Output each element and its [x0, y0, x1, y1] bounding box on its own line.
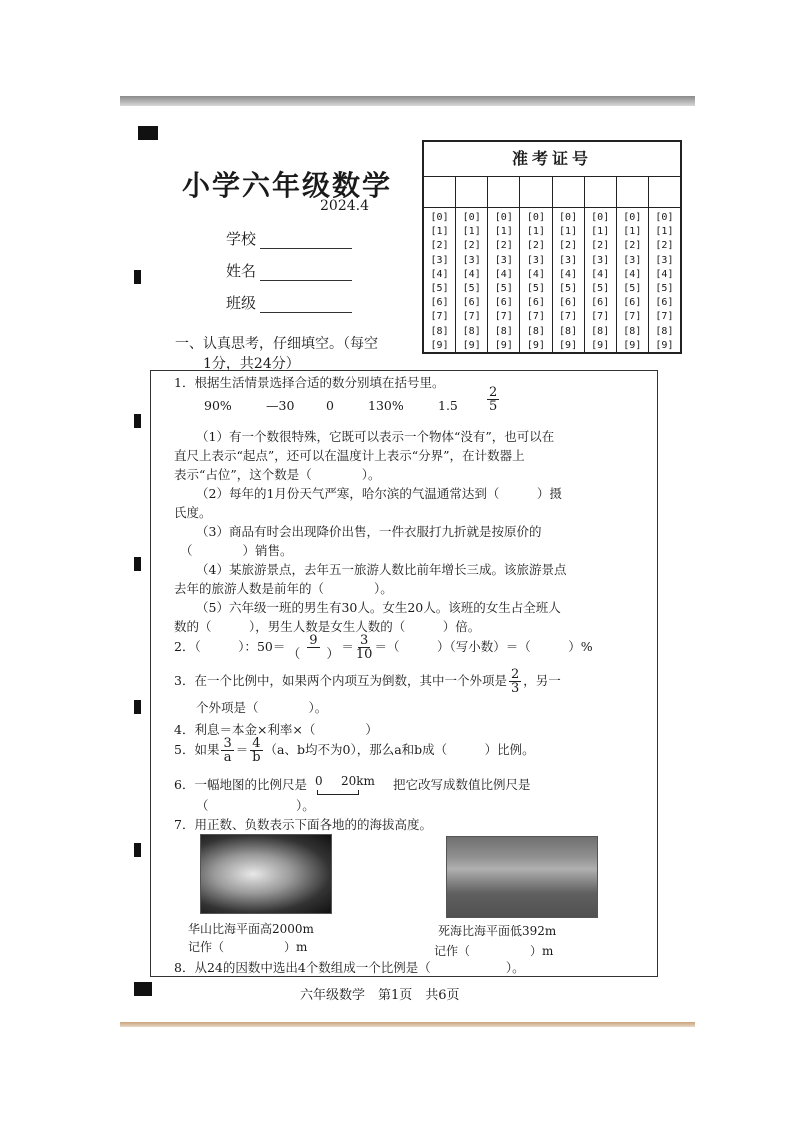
scan-bottom-edge	[120, 1022, 695, 1027]
name-label: 姓名	[226, 262, 257, 280]
q1-option: —30	[266, 398, 295, 413]
admission-digit-bubble[interactable]: [8]	[591, 325, 610, 337]
admission-digit-bubble[interactable]: [6]	[526, 297, 545, 309]
q1-option: 90%	[204, 398, 232, 413]
admission-digit-bubble[interactable]: [5]	[655, 282, 674, 294]
q1-part4: （4）某旅游景点，去年五一旅游人数比前年增长三成。该旅游景点	[196, 562, 567, 577]
q1-fraction: $\frac{2}{5}$	[489, 385, 498, 414]
admission-digit-bubble[interactable]: [2]	[655, 240, 674, 252]
q1-option: 0	[326, 398, 334, 413]
admission-digit-bubble[interactable]: [1]	[526, 226, 545, 238]
admission-digit-bubble[interactable]: [5]	[526, 282, 545, 294]
admission-digit-bubble[interactable]: [7]	[559, 311, 578, 323]
page-footer: 六年级数学 第1页 共6页	[300, 988, 460, 1003]
alignment-mark	[138, 126, 158, 140]
admission-digit-bubble[interactable]: [0]	[655, 211, 674, 223]
huashan-photo	[200, 834, 332, 914]
q1-stem: 1．根据生活情景选择合适的数分别填在括号里。	[174, 375, 445, 390]
admission-column	[649, 177, 680, 353]
q1-part2: （2）每年的1月份天气严寒，哈尔滨的气温通常达到（ ）摄	[196, 486, 562, 501]
admission-digit-bubble[interactable]: [4]	[462, 268, 481, 280]
admission-digit-bubble[interactable]: [2]	[591, 240, 610, 252]
exam-date: 2024.4	[320, 198, 369, 214]
q7-caption2: 死海比海平面低392m	[438, 924, 557, 938]
admission-digit-box[interactable]	[585, 177, 616, 208]
admission-digit-bubble[interactable]: [7]	[494, 311, 513, 323]
admission-digit-bubble[interactable]: [3]	[559, 254, 578, 266]
admission-digit-bubble[interactable]: [9]	[591, 339, 610, 351]
admission-digit-bubble[interactable]: [7]	[655, 311, 674, 323]
admission-digit-bubble[interactable]: [5]	[591, 282, 610, 294]
admission-digit-bubble[interactable]: [1]	[591, 226, 610, 238]
admission-digit-bubble[interactable]: [3]	[591, 254, 610, 266]
admission-digit-bubble[interactable]: [5]	[559, 282, 578, 294]
admission-digit-bubble[interactable]: [9]	[430, 339, 449, 351]
scan-top-edge	[120, 96, 695, 106]
admission-digit-bubble[interactable]: [2]	[526, 240, 545, 252]
admission-digit-bubble[interactable]: [3]	[430, 254, 449, 266]
q1-part3: （3）商品有时会出现降价出售，一件衣服打九折就是按原价的	[196, 524, 542, 539]
alignment-mark	[134, 557, 141, 571]
dead-sea-photo	[446, 836, 598, 918]
q1-part4: 去年的旅游人数是前年的（ ）。	[174, 581, 393, 596]
admission-digit-bubble[interactable]: [1]	[430, 226, 449, 238]
admission-column	[585, 177, 617, 353]
admission-digit-bubble[interactable]: [9]	[559, 339, 578, 351]
admission-digit-bubble[interactable]: [0]	[591, 211, 610, 223]
admission-digit-bubble[interactable]: [0]	[430, 211, 449, 223]
class-field[interactable]	[226, 292, 352, 313]
admission-digit-bubble[interactable]: [3]	[462, 254, 481, 266]
admission-digit-bubble[interactable]: [4]	[494, 268, 513, 280]
admission-digit-bubble[interactable]: [1]	[462, 226, 481, 238]
admission-digit-bubble[interactable]: [8]	[623, 325, 642, 337]
admission-digit-bubble[interactable]: [7]	[462, 311, 481, 323]
q1-part5: 数的（ ），男生人数是女生人数的（ ）倍。	[174, 619, 481, 634]
q4: 4．利息＝本金×利率×（ ）	[174, 722, 378, 737]
admission-digit-bubble[interactable]: [9]	[526, 339, 545, 351]
alignment-mark	[134, 700, 141, 714]
page-title: 小学六年级数学	[182, 169, 393, 202]
admission-digit-bubble[interactable]: [9]	[623, 339, 642, 351]
section-score: 1分，共24分）	[203, 356, 300, 372]
admission-column	[456, 177, 488, 353]
admission-digit-bubble[interactable]: [0]	[623, 211, 642, 223]
q1-option: 1.5	[438, 398, 458, 413]
admission-digit-bubble[interactable]: [4]	[623, 268, 642, 280]
admission-digit-bubble[interactable]: [7]	[591, 311, 610, 323]
admission-digit-box[interactable]	[649, 177, 680, 208]
admission-digit-bubble[interactable]: [1]	[494, 226, 513, 238]
admission-digit-bubble[interactable]: [7]	[430, 311, 449, 323]
q6: 6．一幅地图的比例尺是 0 20km 把它改写成数值比例尺是	[174, 775, 530, 794]
school-label: 学校	[226, 230, 257, 248]
q8: 8．从24的因数中选出4个数组成一个比例是（ ）。	[174, 960, 525, 975]
alignment-mark	[134, 270, 141, 284]
q1-part1: （1）有一个数很特殊，它既可以表示一个物体“没有”，也可以在	[196, 429, 555, 444]
admission-digit-bubble[interactable]: [8]	[526, 325, 545, 337]
admission-digit-bubble[interactable]: [3]	[494, 254, 513, 266]
admission-digit-bubble[interactable]: [4]	[655, 268, 674, 280]
q6-line2: （ ）。	[196, 798, 315, 813]
q1-part2: 氏度。	[174, 505, 212, 520]
school-field[interactable]	[226, 228, 352, 249]
q3: 3．在一个比例中，如果两个内项互为倒数，其中一个外项是 $\frac{2}{3}$ ，另一	[174, 667, 561, 696]
admission-digit-bubble[interactable]: [4]	[430, 268, 449, 280]
admission-digit-bubble[interactable]: [6]	[623, 297, 642, 309]
admission-digit-bubble[interactable]: [4]	[591, 268, 610, 280]
section-title: 一、认真思考，仔细填空。（每空	[175, 336, 378, 352]
q5: 5．如果 $\frac{3}{a}$ ＝ $\frac{4}{b}$ （a、b均不为0），那么a和b成（ ）比例。	[174, 736, 535, 765]
admission-digit-bubble[interactable]: [7]	[526, 311, 545, 323]
admission-digit-bubble[interactable]: [3]	[526, 254, 545, 266]
admission-column	[617, 177, 649, 353]
admission-digit-bubble[interactable]: [6]	[430, 297, 449, 309]
admission-digit-box[interactable]	[520, 177, 551, 208]
admission-digit-bubble[interactable]: [6]	[591, 297, 610, 309]
admission-digit-bubble[interactable]: [1]	[623, 226, 642, 238]
q7-caption1: 华山比海平面高2000m	[188, 922, 314, 936]
q1-part3: （ ）销售。	[180, 543, 293, 558]
class-label: 班级	[226, 294, 257, 312]
admission-digit-bubble[interactable]: [5]	[430, 282, 449, 294]
admission-digit-bubble[interactable]: [9]	[462, 339, 481, 351]
admission-digit-bubble[interactable]: [7]	[623, 311, 642, 323]
name-field[interactable]	[226, 260, 352, 281]
admission-column	[553, 177, 585, 353]
admission-digit-bubble[interactable]: [6]	[655, 297, 674, 309]
admission-digit-bubble[interactable]: [8]	[494, 325, 513, 337]
admission-digit-box[interactable]	[553, 177, 584, 208]
admission-digit-bubble[interactable]: [3]	[623, 254, 642, 266]
q1-part1: 直尺上表示“起点”，还可以在温度计上表示“分界”，在计数器上	[174, 448, 525, 463]
admission-digit-bubble[interactable]: [0]	[559, 211, 578, 223]
admission-digit-bubble[interactable]: [8]	[655, 325, 674, 337]
admission-digit-bubble[interactable]: [0]	[462, 211, 481, 223]
alignment-mark	[134, 414, 141, 428]
admission-digit-bubble[interactable]: [2]	[623, 240, 642, 252]
admission-digit-bubble[interactable]: [5]	[462, 282, 481, 294]
q1-part1: 表示“占位”，这个数是（ ）。	[174, 467, 381, 482]
admission-digit-bubble[interactable]: [8]	[430, 325, 449, 337]
admission-digit-bubble[interactable]: [2]	[559, 240, 578, 252]
admission-digit-bubble[interactable]: [2]	[494, 240, 513, 252]
admission-column	[488, 177, 520, 353]
admission-digit-bubble[interactable]: [3]	[655, 254, 674, 266]
admission-digit-box[interactable]	[488, 177, 519, 208]
admission-title: 准考证号	[424, 142, 680, 177]
admission-digit-box[interactable]	[424, 177, 455, 208]
q7-record2: 记作（ ）m	[434, 944, 554, 958]
q7: 7．用正数、负数表示下面各地的的海拔高度。	[174, 817, 432, 832]
admission-digit-bubble[interactable]: [9]	[494, 339, 513, 351]
admission-digit-bubble[interactable]: [8]	[559, 325, 578, 337]
q3-line2: 个外项是（ ）。	[196, 700, 328, 715]
admission-digit-box[interactable]	[617, 177, 648, 208]
admission-digit-bubble[interactable]: [6]	[462, 297, 481, 309]
admission-digit-bubble[interactable]: [4]	[559, 268, 578, 280]
admission-digit-bubble[interactable]: [9]	[655, 339, 674, 351]
scale-bar: 0 20km	[315, 778, 385, 794]
admission-column	[424, 177, 456, 353]
alignment-mark	[134, 982, 152, 996]
q2: 2．（ ）：50＝ $\frac{9}{( )}$ ＝ $\frac{3}{10}$ ＝（ ）（写小数）＝（ ）%	[174, 633, 593, 662]
admission-digit-bubble[interactable]: [6]	[494, 297, 513, 309]
admission-column	[520, 177, 552, 353]
q7-record1: 记作（ ）m	[188, 940, 308, 954]
admission-digit-bubble[interactable]: [2]	[462, 240, 481, 252]
admission-digit-bubble[interactable]: [0]	[494, 211, 513, 223]
admission-digit-bubble[interactable]: [4]	[526, 268, 545, 280]
admission-digit-bubble[interactable]: [1]	[559, 226, 578, 238]
admission-digit-bubble[interactable]: [5]	[494, 282, 513, 294]
admission-number-grid	[422, 140, 682, 354]
alignment-mark	[134, 843, 141, 857]
admission-digit-bubble[interactable]: [1]	[655, 226, 674, 238]
admission-digit-bubble[interactable]: [2]	[430, 240, 449, 252]
admission-digit-bubble[interactable]: [0]	[526, 211, 545, 223]
admission-digit-box[interactable]	[456, 177, 487, 208]
q1-option: 130%	[368, 398, 404, 413]
admission-digit-bubble[interactable]: [6]	[559, 297, 578, 309]
q1-part5: （5）六年级一班的男生有30人。女生20人。该班的女生占全班人	[196, 600, 561, 615]
admission-digit-bubble[interactable]: [5]	[623, 282, 642, 294]
admission-digit-bubble[interactable]: [8]	[462, 325, 481, 337]
section-heading	[175, 334, 415, 374]
